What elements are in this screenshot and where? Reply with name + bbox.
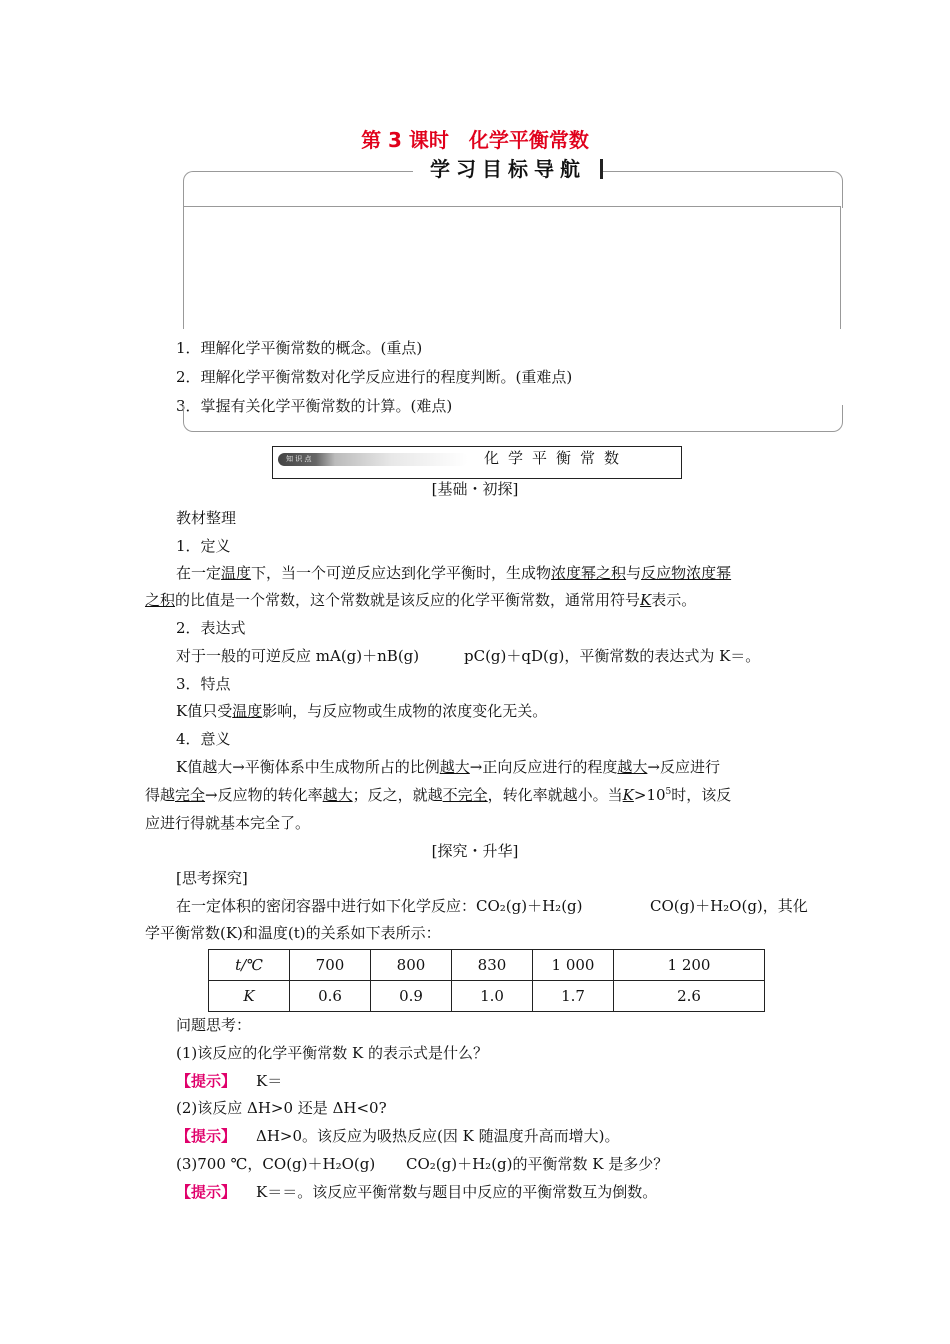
table-row [209,950,765,981]
table-cell: 1 000 [533,950,614,981]
think-heading: [思考探究] [176,869,248,887]
definition-line-2: 之积的比值是一个常数，这个常数就是该反应的化学平衡常数，通常用符号K表示。 [145,591,697,609]
table-header-cell: K [209,981,290,1012]
objectives-banner: 学习目标导航 [413,154,603,184]
objective-2: 2．理解化学平衡常数对化学反应进行的程度判断。(重难点) [176,368,573,386]
section-explore-label: [探究・升华] [431,842,519,860]
meaning-line-1: K值越大→平衡体系中生成物所占的比例越大→正向反应进行的程度越大→反应进行 [176,758,720,776]
objectives-frame-right [840,207,841,329]
table-header-cell: t/℃ [209,950,290,981]
table-cell: 800 [371,950,452,981]
hint-label: 【提示】 [176,1072,237,1090]
textbook-heading: 教材整理 [176,509,237,527]
think-intro-a: 在一定体积的密闭容器中进行如下化学反应：CO₂(g)＋H₂(g) [176,897,583,915]
table-row [209,981,765,1012]
banner-bar-right [600,159,603,179]
answer-2: 【提示】 ΔH>0。该反应为吸热反应(因 K 随温度升高而增大)。 [176,1127,620,1145]
expression-line-b: pC(g)＋qD(g)，平衡常数的表达式为 K＝。 [464,647,761,665]
k-temperature-table [208,949,765,1012]
objectives-frame-bottom [183,405,843,432]
meaning-line-2: 得越完全→反应物的转化率越大；反之，就越不完全，转化率就越小。当$K>10^5$时，该反 [145,786,732,804]
table-cell: 1.7 [533,981,614,1012]
table-cell: 830 [452,950,533,981]
section-basic-label: [基础・初探] [431,480,519,498]
think-intro-b: CO(g)＋H₂O(g)，其化 [650,897,808,915]
features-line: K值只受温度影响，与反应物或生成物的浓度变化无关。 [176,702,548,720]
table-cell: 0.6 [290,981,371,1012]
objective-1: 1．理解化学平衡常数的概念。(重点) [176,339,423,357]
objective-3: 3．掌握有关化学平衡常数的计算。(难点) [176,397,453,415]
question-3b: CO₂(g)＋H₂(g)的平衡常数 K 是多少？ [406,1155,669,1173]
think-intro-c: 学平衡常数(K)和温度(t)的关系如下表所示： [145,924,441,942]
hint-label: 【提示】 [176,1127,237,1145]
questions-heading: 问题思考： [176,1016,252,1034]
question-1: (1)该反应的化学平衡常数 K 的表示式是什么？ [176,1044,488,1062]
definition-heading: 1．定义 [176,537,231,555]
table-cell: 700 [290,950,371,981]
expression-heading: 2．表达式 [176,619,246,637]
expression-line-a: 对于一般的可逆反应 mA(g)＋nB(g) [176,647,420,665]
page-title: 第 3 课时 化学平衡常数 [361,128,589,152]
question-3a: (3)700 ℃，CO(g)＋H₂O(g) [176,1155,376,1173]
features-heading: 3．特点 [176,675,231,693]
table-cell: 2.6 [614,981,765,1012]
objectives-frame-divider [183,206,841,207]
definition-line-1: 在一定温度下，当一个可逆反应达到化学平衡时，生成物浓度幂之积与反应物浓度幂 [176,564,732,582]
objectives-frame-left [183,207,184,329]
meaning-heading: 4．意义 [176,730,231,748]
answer-3: 【提示】 K＝＝。该反应平衡常数与题目中反应的平衡常数互为倒数。 [176,1183,658,1201]
knowledge-point-tag: 知 识 点 [278,453,468,466]
hint-label: 【提示】 [176,1183,237,1201]
answer-1: 【提示】 K＝ [176,1072,283,1090]
table-cell: 1.0 [452,981,533,1012]
knowledge-point-title: 化学平衡常数 [484,449,629,467]
table-cell: 1 200 [614,950,765,981]
question-2: (2)该反应 ΔH>0 还是 ΔH<0? [176,1099,387,1117]
table-cell: 0.9 [371,981,452,1012]
meaning-line-3: 应进行得就基本完全了。 [145,814,311,832]
